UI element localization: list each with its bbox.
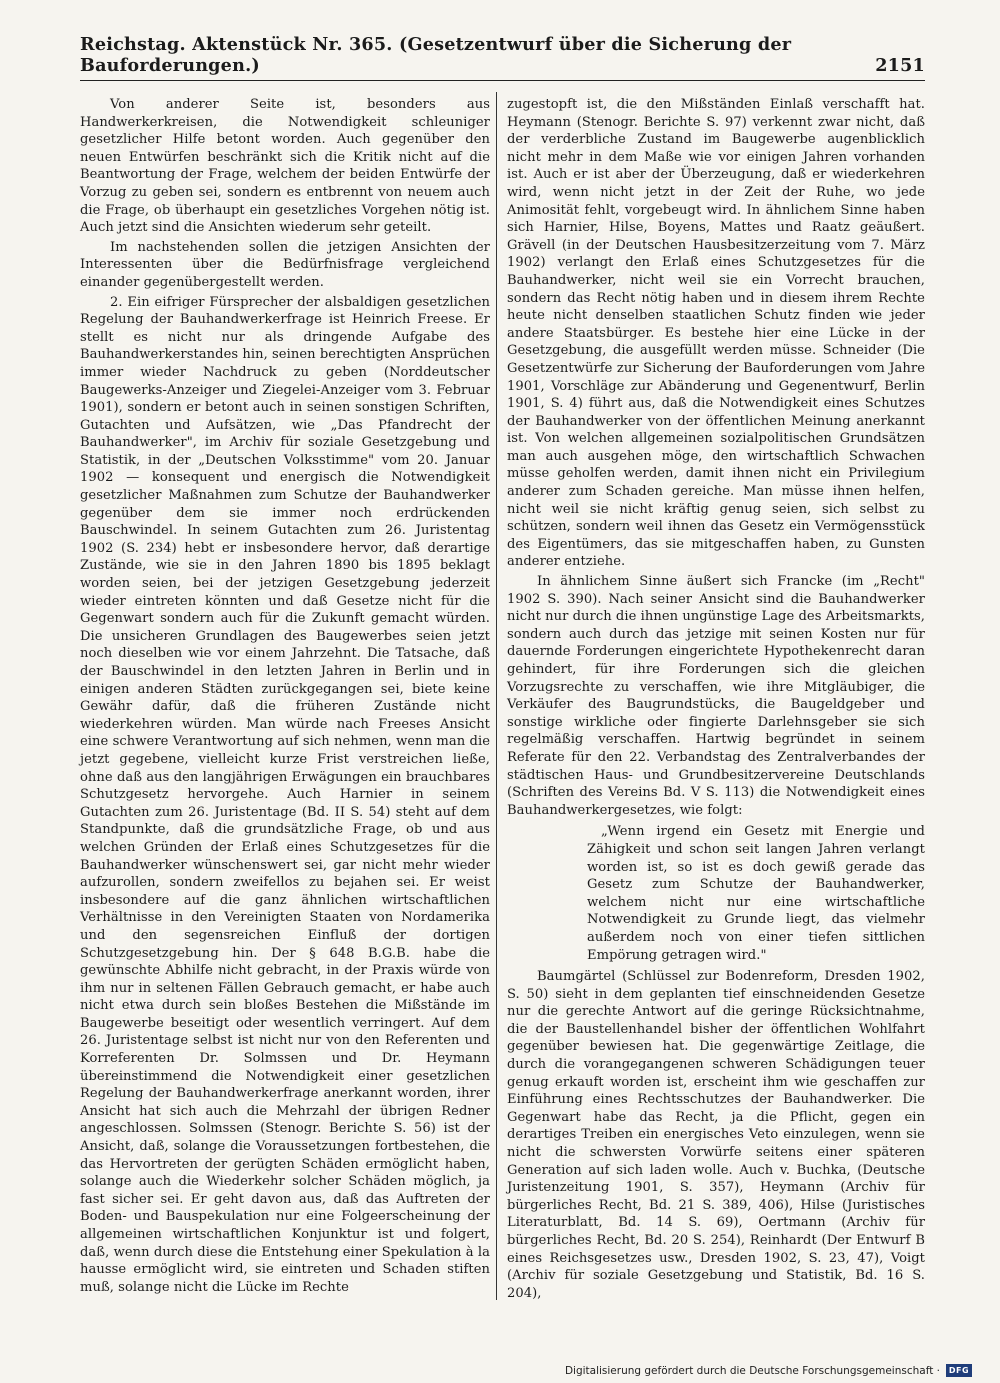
paragraph: Von anderer Seite ist, besonders aus Handwerkerkreisen, die Notwendigkeit schleuniger gesetzlicher Hilfe betont worden. Auch gegenüber den neuen Entwürfen beschränkt sich die Kritik nicht auf die Beantwortung der Frage, welchem der beiden Entwürfe der Vorzug zu geben sei, sondern es entbrennt von neuem auch die Frage, ob überhaupt ein gesetzliches Vorgehen nötig ist. Auch jetzt sind die Ansichten wiederum sehr geteilt. [80,97,490,236]
column-divider [496,92,497,1300]
dfg-logo-icon: DFG [946,1364,972,1377]
paragraph: 2. Ein eifriger Fürsprecher der alsbaldigen gesetzlichen Regelung der Bauhandwerkerfrage ist Heinrich Freese. Er stellt es nicht nur als dringende Aufgabe des Bauhandwerkerstandes hin, seinen berechtigten Ansprüchen immer wieder Nachdruck zu geben (Norddeutscher Baugewerks-Anzeiger und Ziegelei-Anzeiger vom 3. Februar 1901), sondern er betont auch in seinen sonstigen Schriften, Gutachten und Aufsätzen, wie „Das Pfandrecht der Bauhandwerker", im Archiv für soziale Gesetzgebung und Statistik, in der „Deutschen Volksstimme" vom 20. Januar 1902 — konsequent und energisch die Notwendigkeit gesetzlicher Maßnahmen zum Schutze der Bauhandwerker gegenüber dem sie immer noch erdrückenden Bauschwindel. In seinem Gutachten zum 26. Juristentag 1902 (S. 234) hebt er insbesondere hervor, daß derartige Zustände, wie sie in den Jahren 1890 bis 1895 beklagt worden seien, bei der jetzigen Gesetzgebung jederzeit wieder eintreten könnten und daß Gesetze nicht für die Gegenwart sondern auch für die Zukunft gemacht würden. Die unsicheren Grundlagen des Baugewerbes seien jetzt noch dieselben wie vor einem Jahrzehnt. Die Tatsache, daß der Bauschwindel in den letzten Jahren in Berlin und in einigen anderen Städten zurückgegangen sei, biete keine Gewähr dafür, daß die früheren Zustände nicht wiederkehren würden. Man würde nach Freeses Ansicht eine schwere Verantwortung auf sich nehmen, wenn man die jetzt gegebene, vielleicht kurze Frist verstreichen ließe, ohne daß aus den langjährigen Erwägungen ein brauchbares Schutzgesetz hervorgehe. Auch Harnier in seinem Gutachten zum 26. Juristentage (Bd. II S. 54) steht auf dem Standpunkte, daß die grundsätzliche Frage, ob und aus welchen Gründen der Erlaß eines Schutzgesetzes für die Bauhandwerker wünschenswert sei, gar nicht mehr wieder aufzurollen, sondern zweifellos zu bejahen sei. Er weist insbesondere auf die ganz ähnlichen wirtschaftlichen Verhältnisse in den Vereinigten Staaten von Nordamerika und den segensreichen Einfluß der dortigen Schutzgesetzgebung hin. Der § 648 B.G.B. habe die gewünschte Abhilfe nicht gebracht, in der Praxis würde von ihm nur in seltenen Fällen Gebrauch gemacht, er habe auch nicht etwa durch sein bloßes Bestehen die Mißstände im Baugewerbe beseitigt oder wesentlich verringert. Auf dem 26. Juristentage selbst ist nicht nur von den Referenten und Korreferenten Dr. Solmssen und Dr. Heymann übereinstimmend die Notwendigkeit einer gesetzlichen Regelung der Bauhandwerkerfrage anerkannt worden, ihrer Ansicht hat sich auch die Mehrzahl der übrigen Redner angeschlossen. Solmssen (Stenogr. Berichte S. 56) ist der Ansicht, daß, solange die Voraussetzungen fortbestehen, die das Hervortreten der gerügten Schäden ermöglicht haben, solange auch die Wiederkehr solcher Schäden möglich, ja fast sicher sei. Er geht davon aus, daß das Auftreten der Boden- und Bauspekulation nur eine Folgeerscheinung der allgemeinen wirtschaftlichen Konjunktur ist und folgert, daß, wenn durch diese die Entstehung einer Spekulation à la hausse ermöglicht wird, sie eintreten und Schaden stiften muß, solange nicht die Lücke im Rechte [80,294,490,1295]
paragraph: Im nachstehenden sollen die jetzigen Ansichten der Interessenten über die Bedürfnisfrage vergleichend einander gegenübergestellt werden. [80,239,490,290]
paragraph: In ähnlichem Sinne äußert sich Francke (im „Recht" 1902 S. 390). Nach seiner Ansicht sind die Bauhandwerker nicht nur durch die ihnen ungünstige Lage des Arbeitsmarkts, sondern auch durch das jetzige mit seinen Kosten nur für dauernde Forderungen eingerichtete Hypothekenrecht daran gehindert, für ihre Forderungen sich die gleichen Vorzugsrechte zu verschaffen, wie ihre Mitgläubiger, die Verkäufer des Baugrundstücks, die Baugeldgeber und sonstige wirkliche oder fingierte Darlehnsgeber sie sich regelmäßig verschaffen. Hartwig begründet in seinem Referate für den 22. Verbandstag des Zentralverbandes der städtischen Haus- und Grundbesitzervereine Deutschlands (Schriften des Vereins Bd. V S. 113) die Notwendigkeit eines Bauhandwerkergesetzes, wie folgt: [507,574,925,818]
running-title: Reichstag. Aktenstück Nr. 365. (Gesetzentwurf über die Sicherung der Bauforderungen.) [80,34,792,76]
paragraph: zugestopft ist, die den Mißständen Einlaß verschafft hat. Heymann (Stenogr. Berichte S. 97) verkennt zwar nicht, daß der verderbliche Zustand im Baugewerbe augenblicklich nicht mehr in dem Maße wie vor einigen Jahren vorhanden ist. Auch er ist aber der Überzeugung, daß er wiederkehren wird, wenn nicht jetzt in der Zeit der Ruhe, wo jede Animosität fehlt, vorgebeugt wird. In ähnlichem Sinne haben sich Harnier, Hilse, Boyens, Mattes und Raatz geäußert. Grävell (in der Deutschen Hausbesitzerzeitung vom 7. März 1902) verlangt den Erlaß eines Schutzgesetzes für die Bauhandwerker, nicht weil sie ein Vorrecht brauchen, sondern das Recht nötig haben und in diesem ihrem Rechte heute nicht denselben staatlichen Schutz finden wie jeder andere Staatsbürger. Es bestehe hier eine Lücke in der Gesetzgebung, die ausgefüllt werden müsse. Schneider (Die Gesetzentwürfe zur Sicherung der Bauforderungen vom Jahre 1901, Vorschläge zur Abänderung und Gegenentwurf, Berlin 1901, S. 4) führt aus, daß die Notwendigkeit eines Schutzes der Bauhandwerker von der öffentlichen Meinung anerkannt ist. Von welchen allgemeinen sozialpolitischen Grundsätzen man auch ausgehen möge, den wirtschaftlich Schwachen müsse geholfen werden, damit ihnen nicht ein Privilegium anderer zum Schaden gereiche. Man müsse ihnen helfen, nicht weil sie nicht kräftig genug seien, sich selbst zu schützen, sondern weil ihnen das Gesetz ein Vermögensstück des Eigentümers, das sie mitgeschaffen haben, zu Gunsten anderer entziehe. [507,97,925,570]
page-number: 2151 [875,55,925,76]
paragraph: Baumgärtel (Schlüssel zur Bodenreform, Dresden 1902, S. 50) sieht in dem geplanten tief einschneidenden Gesetze nur die gerechte Antwort auf die geringe Rücksichtnahme, die der Baustellenhandel bisher der öffentlichen Wohlfahrt gegenüber bewiesen hat. Die gegenwärtige Zeitlage, die durch die vorangegangenen schweren Schädigungen teuer genug erkauft worden ist, erscheint ihm wie geschaffen zur Einführung eines Rechtsschutzes der Bauhandwerker. Die Gegenwart habe das Recht, ja die Pflicht, gegen ein derartiges Treiben ein energisches Veto einzulegen, wenn sie nicht die schwersten Vorwürfe seitens einer späteren Generation auf sich laden wolle. Auch v. Buchka, (Deutsche Juristenzeitung 1901, S. 357), Heymann (Archiv für bürgerliches Recht, Bd. 21 S. 389, 406), Hilse (Juristisches Literaturblatt, Bd. 14 S. 69), Oertmann (Archiv für bürgerliches Recht, Bd. 20 S. 254), Reinhardt (Der Entwurf B eines Reichsgesetzes usw., Dresden 1902, S. 23, 47), Voigt (Archiv für soziale Gesetzgebung und Statistik, Bd. 16 S. 204), [507,969,925,1301]
footer [565,1364,972,1377]
page-header [80,34,925,81]
right-column [507,96,925,1304]
footer-credit: Digitalisierung gefördert durch die Deutsche Forschungsgemeinschaft · [564,1364,940,1377]
left-column [80,96,490,1298]
block-quote: „Wenn irgend ein Gesetz mit Energie und Zähigkeit und schon seit langen Jahren verlangt worden ist, so ist es doch gewiß gerade das Gesetz zum Schutze der Bauhandwerker, welchem nicht nur eine wirtschaftliche Notwendigkeit zu Grunde liegt, das vielmehr außerdem noch von einer tiefen sittlichen Empörung getragen wird." [587,824,925,963]
